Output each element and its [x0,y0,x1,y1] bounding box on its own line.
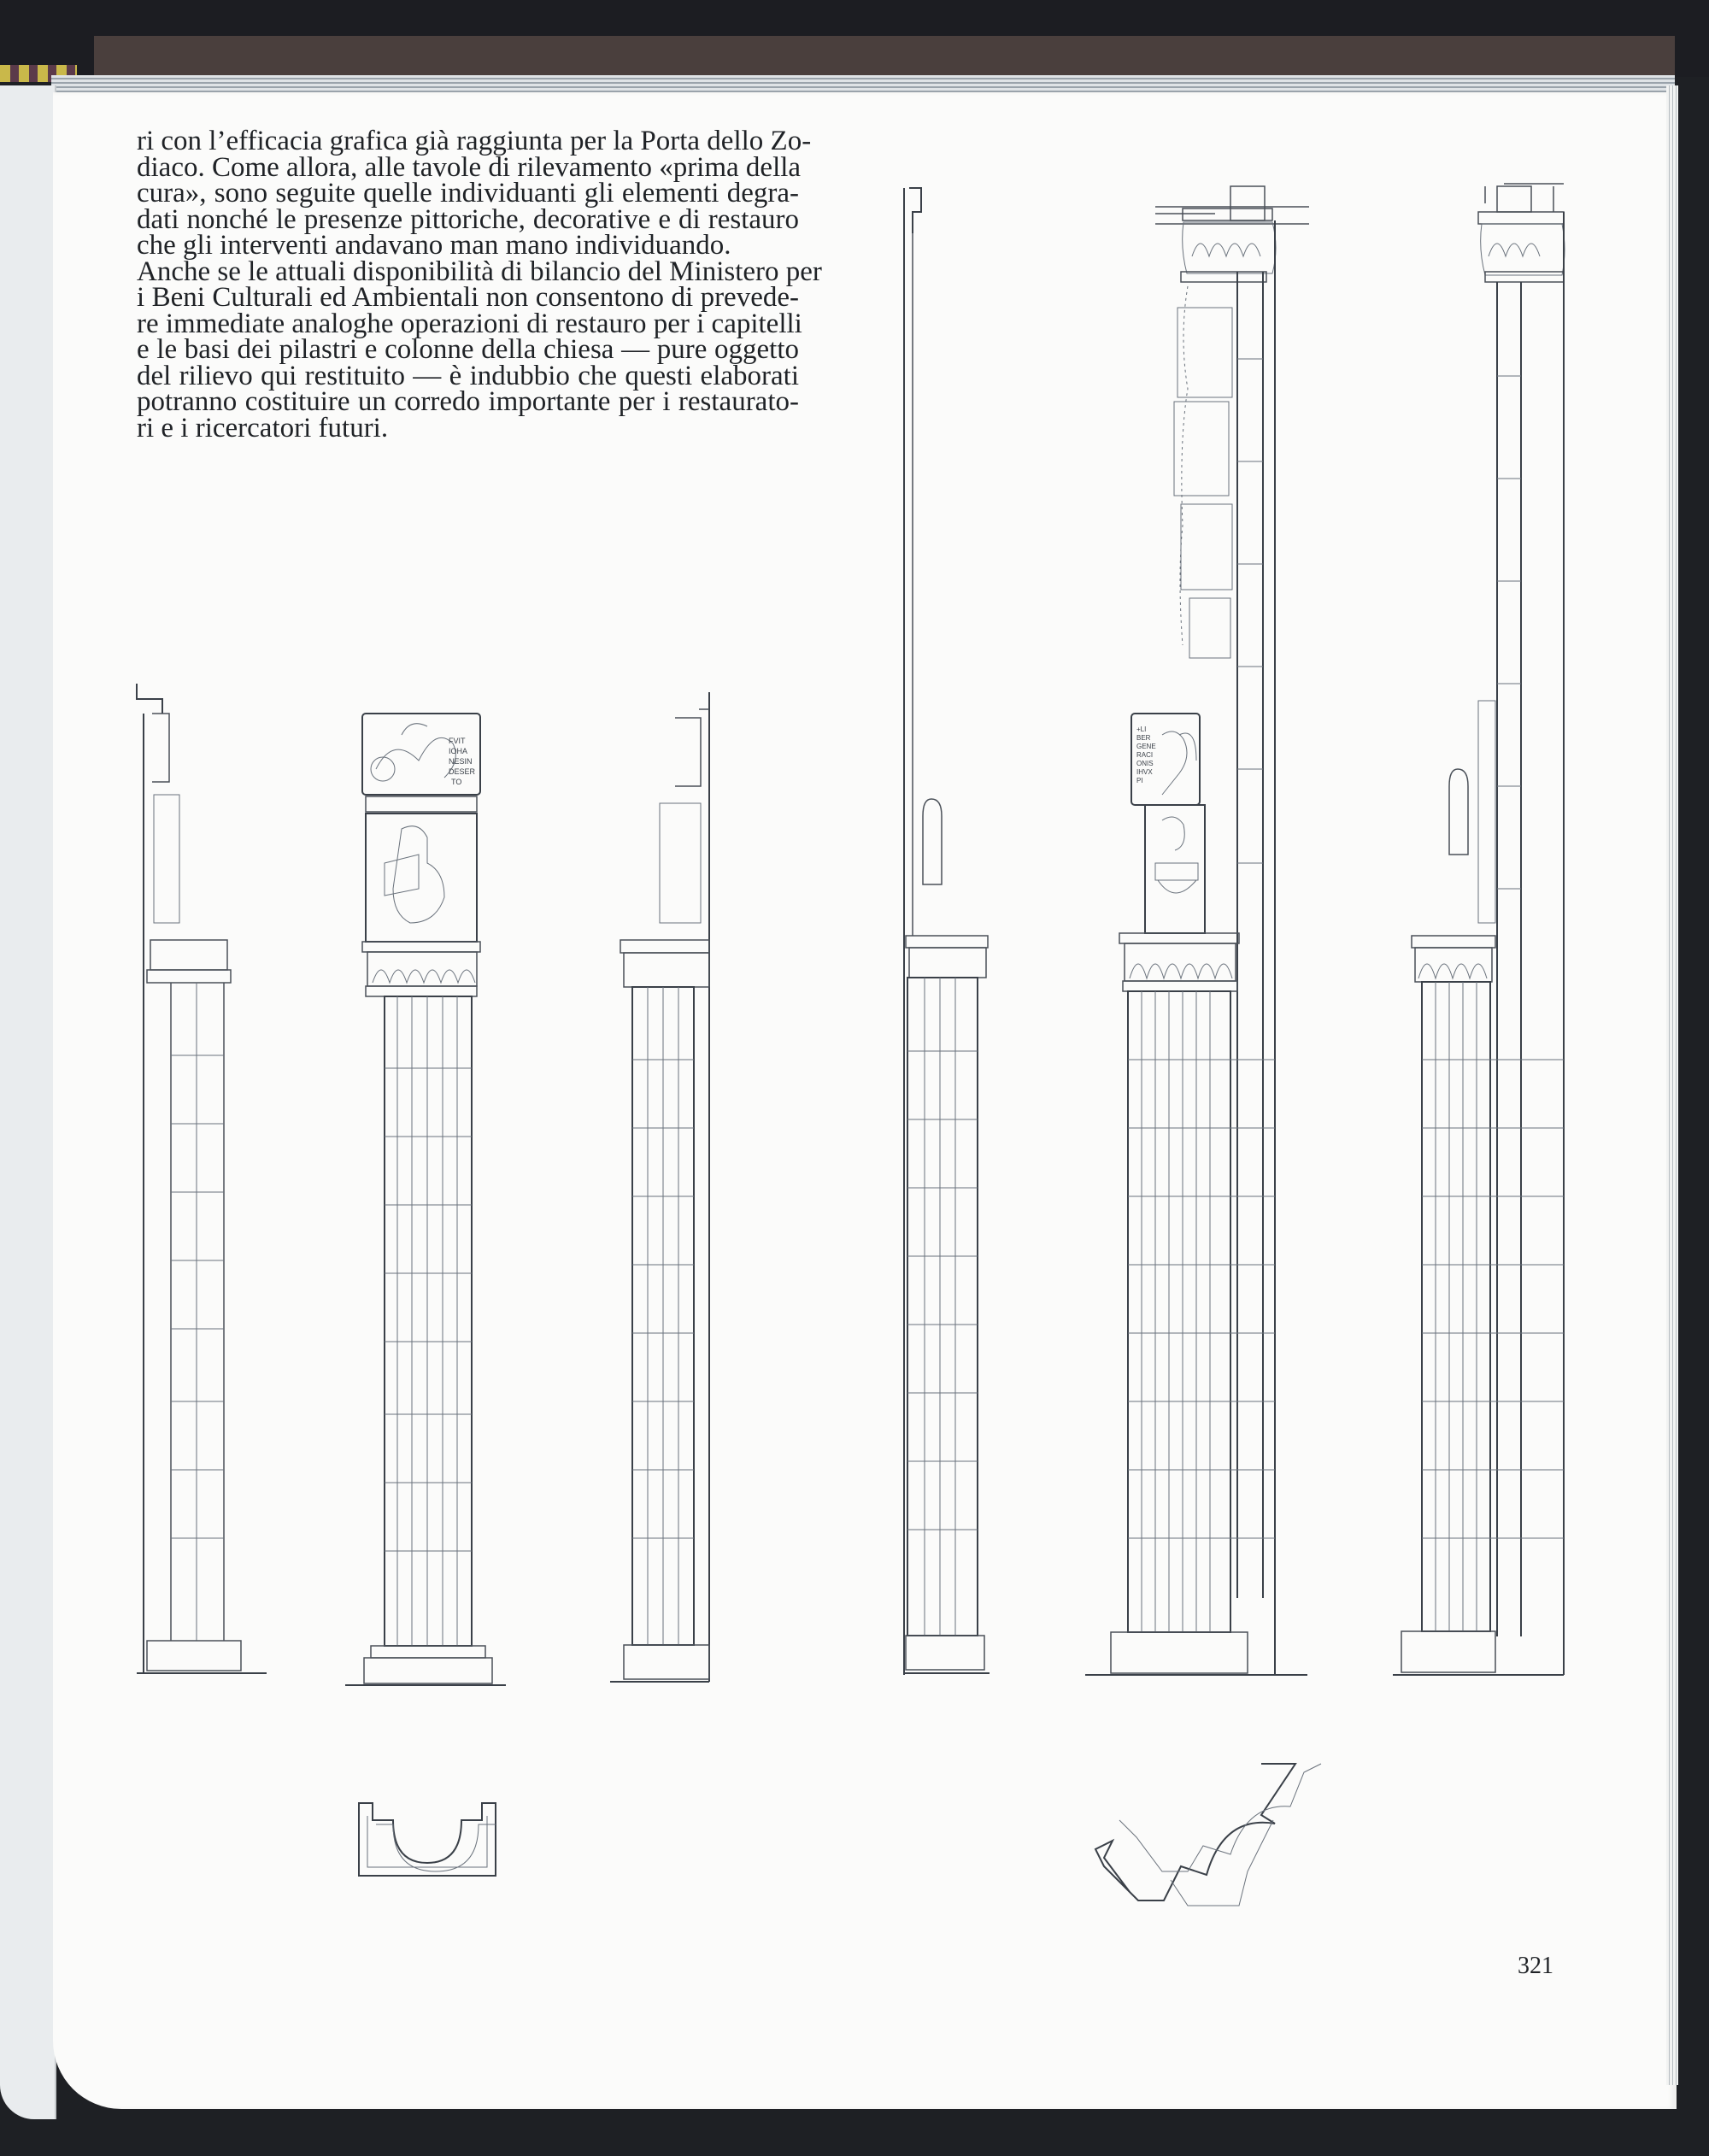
page-number: 321 [1518,1953,1553,1979]
text-line: che gli interventi andavano man mano individuando. [137,230,731,261]
text-line: ri con l’efficacia grafica già raggiunta per la Porta dello Zo- [137,126,812,156]
svg-text:+LI: +LI [1136,726,1147,733]
text-line: re immediate analoghe operazioni di restauro per i capitelli [137,308,802,339]
text-line: dati nonché le presenze pittoriche, decorative e di restauro [137,203,799,235]
svg-text:IHVX: IHVX [1136,768,1153,776]
text-line: e le basi dei pilastri e colonne della chiesa — pure oggetto [137,334,799,365]
text-line: cura», sono seguite quelle individuanti gli elementi degra- [137,178,799,209]
figure-base-plan-right [1095,1764,1321,1906]
figure-pillar-side-left [137,684,267,1673]
svg-text:RACI: RACI [1136,751,1154,759]
figure-pillar-side-right [610,692,709,1682]
svg-text:IOHA: IOHA [449,747,468,755]
svg-text:DESER: DESER [449,767,476,776]
figure-column-side-right [1393,184,1565,1675]
svg-text:NESIN: NESIN [449,757,473,766]
text-line: i Beni Culturali ed Ambientali non consentono di prevede- [137,282,799,313]
figure-pillar-front-left [345,714,506,1685]
figure-column-front-reliefs [1085,186,1309,1675]
svg-text:ONIS: ONIS [1136,760,1154,767]
text-line: ri e i ricercatori futuri. [137,412,389,444]
text-line: Anche se le attuali disponibilità di bilancio del Ministero per [137,256,822,287]
text-line: potranno costituire un corredo importante per i restaurato- [137,386,799,417]
text-line: del rilievo qui restituito — è indubbio che questi elaborati [137,360,799,391]
svg-text:TO: TO [451,778,462,786]
svg-text:PI: PI [1136,777,1143,784]
svg-text:BER: BER [1136,734,1151,742]
figure-base-plan-left [359,1803,496,1876]
figure-column-side-wall [904,188,990,1675]
text-line: diaco. Come allora, alle tavole di rilevamento «prima della [137,151,802,183]
svg-text:FVIT: FVIT [449,737,466,745]
svg-text:GENE: GENE [1136,743,1156,750]
